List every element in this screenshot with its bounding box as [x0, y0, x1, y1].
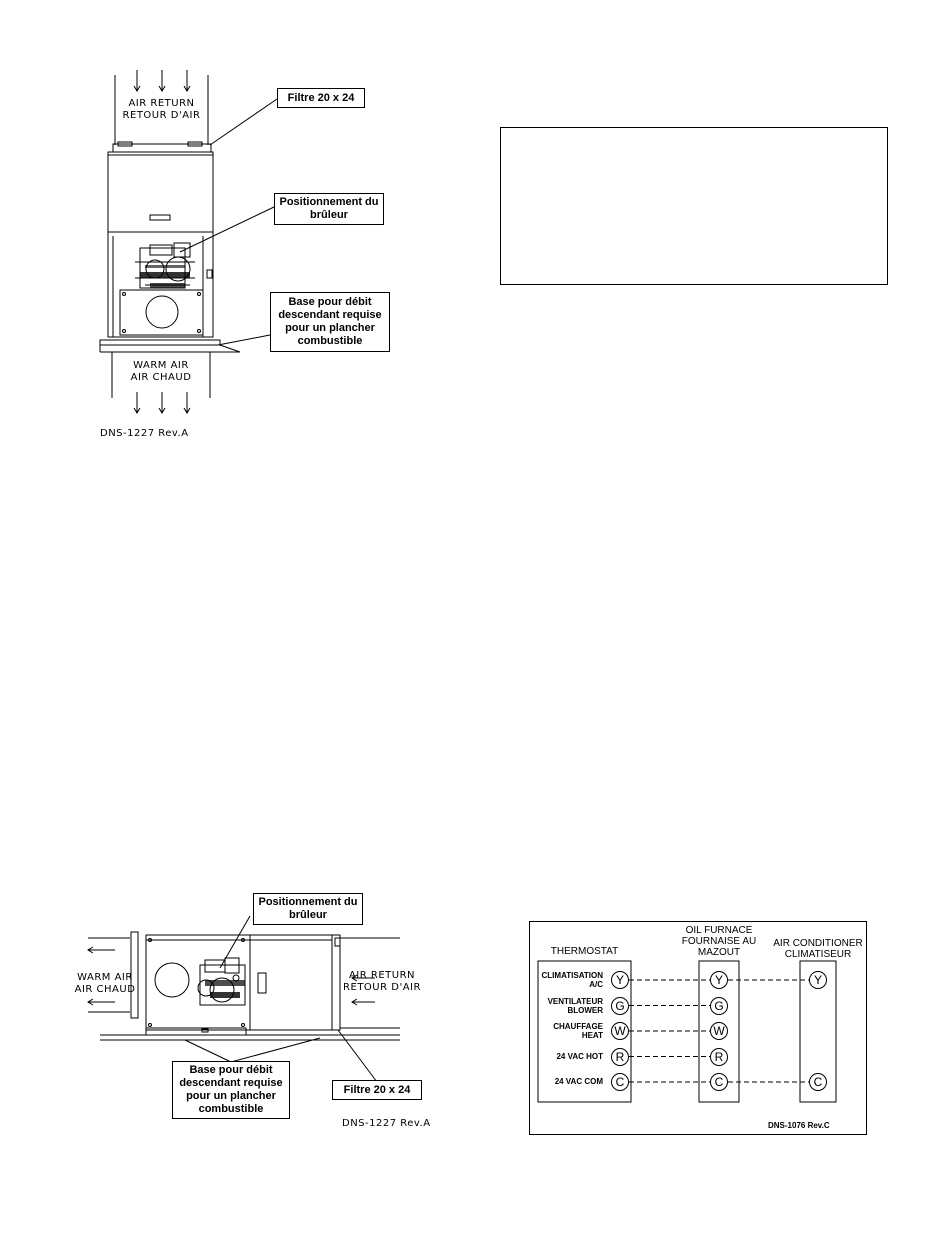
ac-title-line1: AIR CONDITIONER [773, 938, 863, 949]
furnace-terminal-w: W [710, 1022, 728, 1040]
thermostat-row-label [540, 1077, 603, 1086]
thermostat-terminal-y: Y [611, 971, 629, 989]
ac-title-line2: CLIMATISEUR [784, 949, 852, 960]
ac-terminal-y: Y [809, 971, 827, 989]
filter-callout-bottom-text: Filtre 20 x 24 [343, 1083, 411, 1096]
thermostat-terminal-w: W [611, 1022, 629, 1040]
row-label-line2: BLOWER [567, 1005, 603, 1015]
filter-callout-text: Filtre 20 x 24 [287, 91, 355, 104]
thermostat-terminal-c: C [611, 1073, 629, 1091]
doc-ref-wiring: DNS-1076 Rev.C [768, 1121, 830, 1130]
air-chaud-text: AIR CHAUD [130, 372, 192, 383]
row-label-line1: 24 VAC HOT [556, 1051, 603, 1061]
furnace-terminal-c: C [710, 1073, 728, 1091]
furnace-title-line1: OIL FURNACE [685, 925, 753, 936]
ac-title [768, 938, 868, 960]
furnace-title-line3: MAZOUT [697, 947, 741, 958]
base-callout-text: Base pour débit descendant requise pour un plancher combustible [278, 296, 382, 347]
thermostat-row-label [540, 1052, 603, 1061]
furnace-terminal-y: Y [710, 971, 728, 989]
row-label-line1: VENTILATEUR [547, 996, 603, 1006]
furnace-title-line2: FOURNAISE AU [681, 936, 757, 947]
ac-terminal-c: C [809, 1073, 827, 1091]
base-callout-bottom-text: Base pour débit descendant requise pour un plancher combustible [179, 1064, 283, 1115]
row-label-line1: CLIMATISATION [541, 971, 603, 980]
warm-air-text: WARM AIR [133, 360, 189, 371]
thermostat-title: THERMOSTAT [550, 946, 619, 957]
burner-callout-text: Positionnement du brûleur [279, 196, 379, 221]
row-label-line2: A/C [589, 980, 603, 989]
doc-ref-top: DNS-1227 Rev.A [100, 428, 189, 439]
row-label-line1: CHAUFFAGE [553, 1022, 603, 1031]
warm-air-text-bottom: WARM AIR [77, 972, 133, 983]
air-return-text-bottom: AIR RETURN [348, 970, 416, 981]
row-label-line1: 24 VAC COM [554, 1077, 603, 1086]
thermostat-row-label [540, 971, 603, 989]
air-chaud-text-bottom: AIR CHAUD [74, 984, 136, 995]
thermostat-terminal-r: R [611, 1048, 629, 1066]
burner-callout-bottom-text: Positionnement du brûleur [258, 896, 358, 921]
retour-air-text-bottom: RETOUR D'AIR [343, 982, 421, 993]
air-return-text: AIR RETURN [128, 98, 195, 109]
furnace-terminal-r: R [710, 1048, 728, 1066]
thermostat-row-label [540, 997, 603, 1015]
doc-ref-bottom: DNS-1227 Rev.A [342, 1118, 431, 1129]
retour-air-text: RETOUR D'AIR [122, 110, 201, 121]
furnace-title [660, 925, 778, 958]
furnace-terminal-g: G [710, 997, 728, 1015]
thermostat-terminal-g: G [611, 997, 629, 1015]
thermostat-row-label [540, 1022, 603, 1040]
row-label-line2: HEAT [581, 1031, 603, 1040]
